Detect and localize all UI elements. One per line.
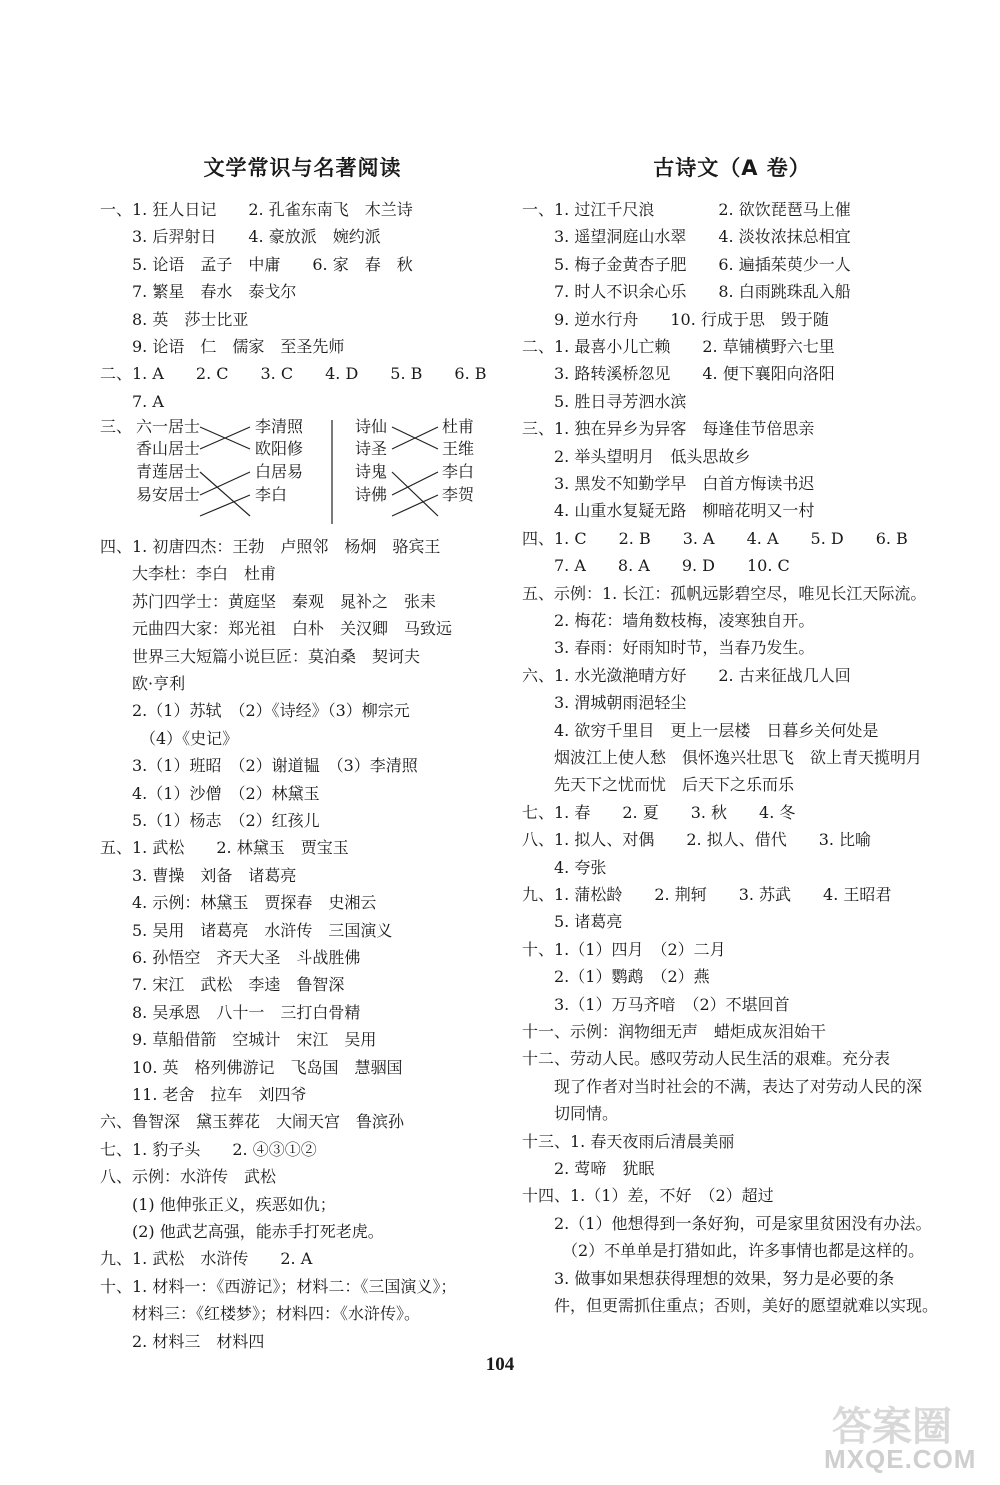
answer-line: 四、1. C 2. B 3. A 4. A 5. D 6. B [522,528,908,548]
answer-line: 二、1. 最喜小儿亡赖 2. 草铺横野六七里 [522,337,835,356]
matching-left-item: 香山居士 [136,439,201,458]
answer-line: 一、1. 过江千尺浪 2. 欲饮琵琶马上催 [522,200,851,219]
answer-line: 11. 老舍 拉车 刘四爷 [100,1085,307,1104]
answer-line: 现了作者对当时社会的不满，表达了对劳动人民的深 [522,1076,923,1096]
answer-line: 十三、1. 春天夜雨后清晨美丽 [522,1131,735,1151]
answer-line: （2）不单单是打猎如此，许多事情也都是这样的。 [522,1241,925,1261]
matching-right-item: 李贺 [442,485,475,504]
matching-right-item: 李白 [442,462,475,481]
answer-line: 9. 草船借箭 空城计 宋江 吴用 [100,1030,377,1050]
answer-line: (1) 他伸张正义，疾恶如仇； [100,1194,336,1214]
answer-line: 六、1. 水光潋滟晴方好 2. 古来征战几人回 [522,665,851,685]
answer-line: 4. 夸张 [522,857,607,877]
answer-line: 3. 遥望洞庭山水翠 4. 淡妆浓抹总相宜 [522,227,851,247]
answer-line: 三、1. 独在异乡为异客 每逢佳节倍思亲 [522,419,815,439]
matching-left-item: 易安居士 [136,485,201,504]
answer-line: 5. 诸葛亮 [522,912,623,932]
answer-line: 5.（1）杨志 （2）红孩儿 [100,811,320,830]
answer-line: 大李杜：李白 杜甫 [100,564,277,584]
answer-line: 材料三：《红楼梦》；材料四：《水浒传》。 [100,1304,421,1324]
matching-left-item: 诗佛 [355,485,388,504]
answer-line: 元曲四大家：郑光祖 白朴 关汉卿 马致远 [100,619,453,639]
answer-line: 2. 莺啼 犹眠 [522,1159,655,1178]
answer-line: 6. 孙悟空 齐天大圣 斗战胜佛 [100,948,361,967]
answer-line: 件，但更需抓住重点；否则，美好的愿望就难以实现。 [522,1296,939,1315]
answer-line: 世界三大短篇小说巨匠：莫泊桑 契诃夫 [100,646,421,666]
answer-line: 3. 春雨：好雨知时节，当春乃发生。 [522,638,815,658]
answer-line: 3.（1）班昭 （2）谢道韫 （3）李清照 [100,756,418,776]
answer-line: 7. A [100,391,164,411]
answer-line: 5. 论语 孟子 中庸 6. 家 春 秋 [100,254,413,274]
watermark [772,1395,992,1475]
answer-line: 4.（1）沙僧 （2）林黛玉 [100,783,320,803]
matching-left-item: 六一居士 [136,417,201,436]
answer-line: 十二、劳动人民。感叹劳动人民生活的艰难。充分表 [522,1049,891,1069]
answer-line: 四、1. 初唐四杰：王勃 卢照邻 杨炯 骆宾王 [100,537,441,556]
answer-line: 3. 路转溪桥忽见 4. 便下襄阳向洛阳 [522,364,835,384]
answer-line: 一、1. 狂人日记 2. 孔雀东南飞 木兰诗 [100,200,413,219]
matching-right-item: 欧阳修 [255,439,304,458]
answer-line: 4. 欲穷千里目 更上一层楼 日暮乡关何处是 [522,720,879,740]
matching-right-item: 李白 [255,485,288,504]
matching-prefix: 三、 [100,417,133,436]
page-number: 104 [485,1354,515,1375]
matching-left-item: 诗圣 [355,439,388,458]
matching-right-item: 王维 [442,439,475,458]
answer-line: 2.（1）他想得到一条好狗，可是家里贫困没有办法。 [522,1213,932,1233]
answer-line: 7. 宋江 武松 李逵 鲁智深 [100,975,345,995]
answer-line: 五、1. 武松 2. 林黛玉 贾宝玉 [100,838,349,858]
answer-line: 九、1. 蒲松龄 2. 荆轲 3. 苏武 4. 王昭君 [522,885,892,904]
answer-line: 欧·亨利 [100,674,186,693]
answer-line: 7. 繁星 春水 泰戈尔 [100,282,297,302]
answer-line: 十、1.（1）四月 （2）二月 [522,939,726,959]
answer-line: 2. 举头望明月 低头思故乡 [522,446,751,466]
answer-line: 5. 梅子金黄杏子肥 6. 遍插茱萸少一人 [522,254,851,274]
matching-exercise [100,416,505,528]
answer-line: 先天下之忧而忧 后天下之乐而乐 [522,775,795,795]
answer-line: 9. 逆水行舟 10. 行成于思 毁于随 [522,309,829,329]
section-title-literature: 文学常识与名著阅读 [203,156,402,180]
answer-line: 3.（1）万马齐喑 （2）不堪回首 [522,994,790,1014]
answer-line: 烟波江上使人愁 俱怀逸兴壮思飞 欲上青天揽明月 [522,748,923,767]
answer-line: 5. 胜日寻芳泗水滨 [522,391,687,411]
answer-line: 六、鲁智深 黛玉葬花 大闹天宫 鲁滨孙 [100,1112,405,1132]
answer-line: 二、1. A 2. C 3. C 4. D 5. B 6. B [100,364,487,384]
answer-line: 七、1. 春 2. 夏 3. 秋 4. 冬 [522,802,796,822]
answer-line: 3. 黑发不知勤学早 白首方悔读书迟 [522,474,815,493]
matching-right-item: 杜甫 [442,417,475,436]
answer-line: (2) 他武艺高强，能赤手打死老虎。 [100,1222,384,1241]
answer-line: 3. 后羿射日 4. 豪放派 婉约派 [100,227,381,247]
watermark-site: MXQE.COM [824,1444,977,1474]
answer-line: 3. 渭城朝雨浥轻尘 [522,693,687,713]
watermark-logo: 答案圈 [832,1404,952,1450]
answer-line: 2.（1）鹦鹉 （2）燕 [522,967,710,987]
matching-right-item: 李清照 [255,417,304,436]
answer-line: 切同情。 [522,1104,619,1124]
answer-line: 5. 吴用 诸葛亮 水浒传 三国演义 [100,920,393,940]
answer-line: 3. 曹操 刘备 诸葛亮 [100,865,297,885]
answer-line: 九、1. 武松 水浒传 2. A [100,1249,313,1269]
answer-line: 7. 时人不识余心乐 8. 白雨跳珠乱入船 [522,282,851,302]
answer-line: 2. 材料三 材料四 [100,1331,265,1351]
answer-line: 7. A 8. A 9. D 10. C [522,556,790,576]
answer-line: 八、示例：水浒传 武松 [100,1167,277,1187]
answer-line: 苏门四学士：黄庭坚 秦观 晁补之 张耒 [100,591,437,611]
answer-line: 4. 示例：林黛玉 贾探春 史湘云 [100,893,377,913]
answer-line: 8. 吴承恩 八十一 三打白骨精 [100,1002,361,1022]
answer-line: 八、1. 拟人、对偶 2. 拟人、借代 3. 比喻 [522,830,872,850]
answer-line: 七、1. 豹子头 2. ④③①② [100,1139,317,1159]
answer-line: 2.（1）苏轼 （2）《诗经》（3）柳宗元 [100,701,410,721]
matching-right-item: 白居易 [255,462,304,481]
answer-line: 2. 梅花：墙角数枝梅，凌寒独自开。 [522,611,815,630]
matching-left-item: 诗仙 [355,417,388,436]
matching-left-item: 青莲居士 [136,462,201,481]
answer-line: 9. 论语 仁 儒家 至圣先师 [100,337,345,356]
answer-line: 五、示例：1. 长江：孤帆远影碧空尽，唯见长江天际流。 [522,583,927,603]
answer-line: 4. 山重水复疑无路 柳暗花明又一村 [522,501,815,521]
answer-line: （4）《史记》 [100,728,239,748]
answer-line: 十、1. 材料一：《西游记》；材料二：《三国演义》； [100,1276,457,1296]
answer-line: 10. 英 格列佛游记 飞岛国 慧骃国 [100,1057,403,1077]
answer-line: 3. 做事如果想获得理想的效果，努力是必要的条 [522,1268,895,1288]
answer-line: 十一、示例：润物细无声 蜡炬成灰泪始干 [522,1022,827,1041]
section-title-classical-poetry: 古诗文（A 卷） [653,156,811,180]
answer-line: 8. 英 莎士比亚 [100,309,249,329]
answer-line: 十四、1.（1）差，不好 （2）超过 [522,1186,774,1206]
matching-left-item: 诗鬼 [355,462,388,481]
